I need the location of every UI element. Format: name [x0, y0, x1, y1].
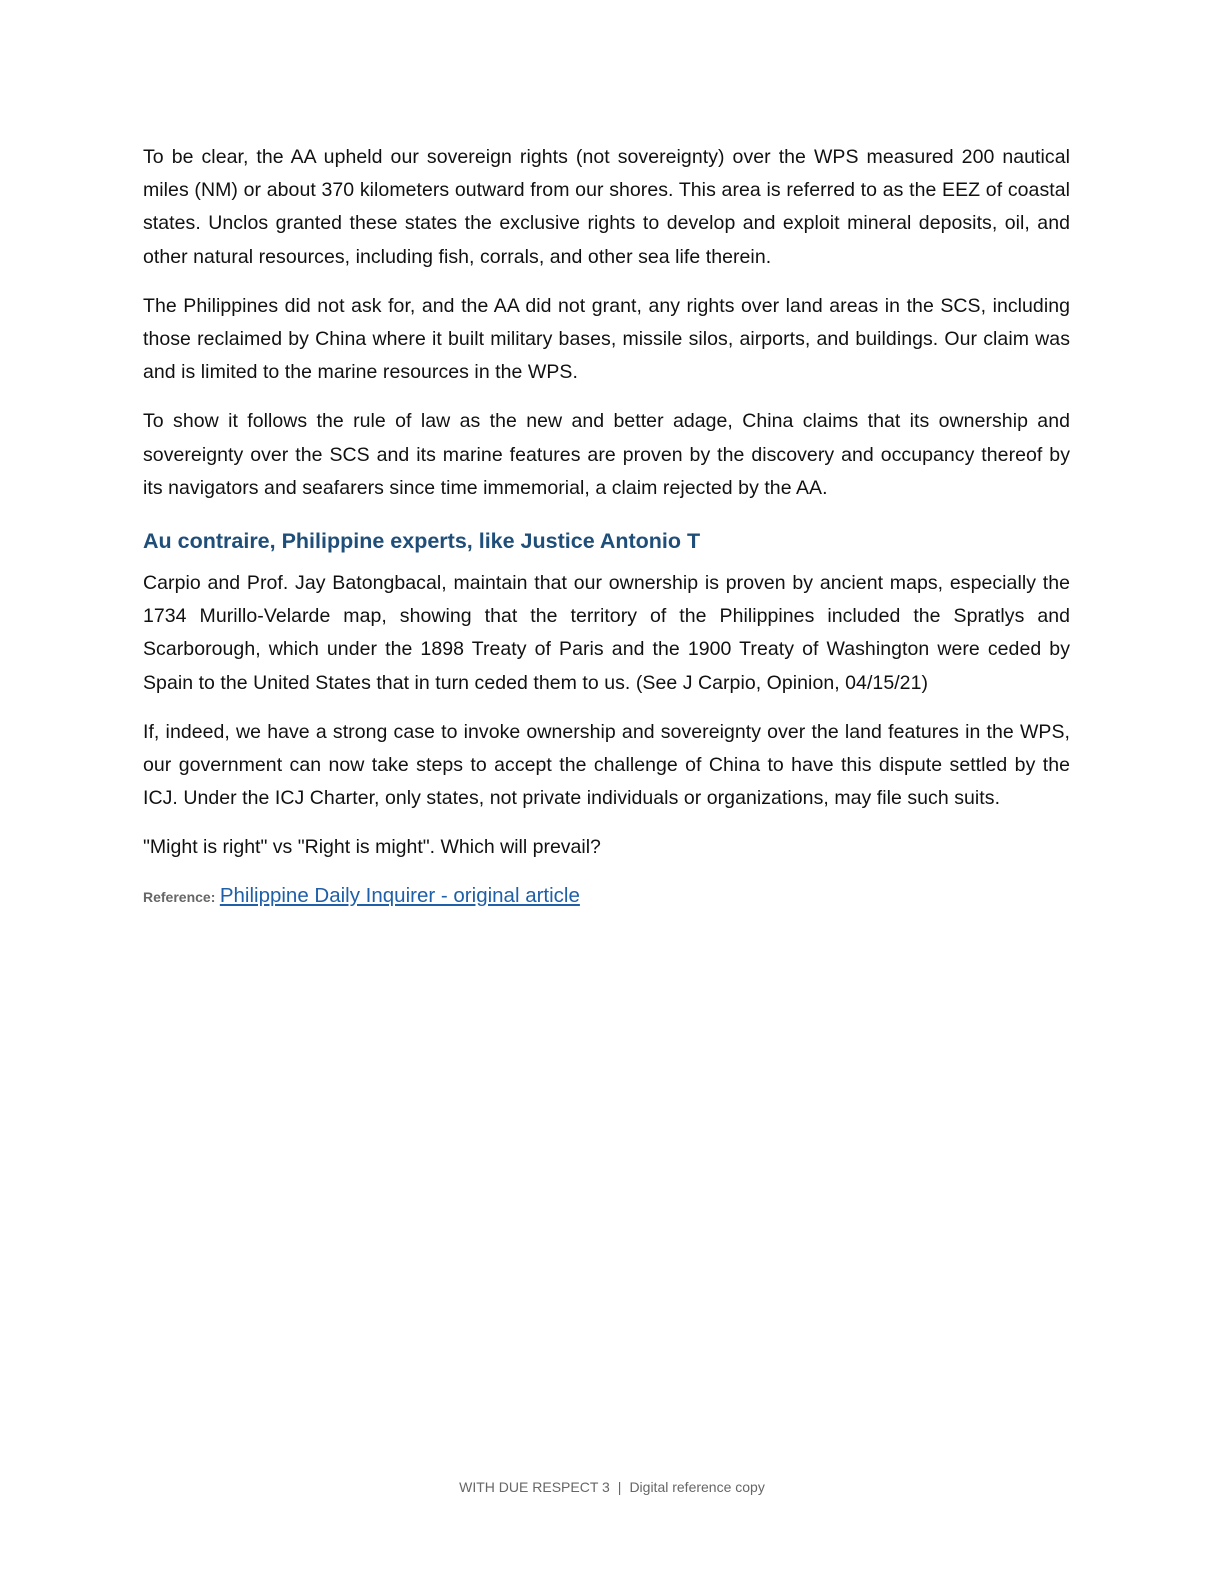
- closing-line: "Might is right" vs "Right is might". Which will prevail?: [143, 836, 601, 859]
- paragraph-ancient-maps: Carpio and Prof. Jay Batongbacal, maintain that our ownership is proven by ancient maps, especially the 1734 Murillo-Velarde map, showing that the territory of the Philippines included the Spratlys and Scarborough, which under the 1898 Treaty of Paris and the 1900 Treaty of Washington were ceded by Spain to the United States that in turn ceded them to us. (See J Carpio, Opinion, 04/15/21): [143, 572, 1070, 694]
- paragraph-land-areas: The Philippines did not ask for, and the AA did not grant, any rights over land areas in the SCS, including those reclaimed by China where it built military bases, missile silos, airports, and buildings. Our claim was and is limited to the marine resources in the WPS.: [143, 294, 1070, 384]
- footer-title: WITH DUE RESPECT 3: [459, 1479, 610, 1495]
- reference-label: Reference:: [143, 888, 216, 905]
- reference-line: [143, 881, 1070, 913]
- page-footer: [0, 1479, 1224, 1495]
- paragraph-sovereign-rights: To be clear, the AA upheld our sovereign rights (not sovereignty) over the WPS measured 200 nautical miles (NM) or about 370 kilometers outward from our shores. This area is referred to as the EEZ of coastal states. Unclos granted these states the exclusive rights to develop and exploit mineral deposits, oil, and other natural resources, including fish, corrals, and other sea life therein.: [143, 146, 1070, 268]
- footer-separator: |: [617, 1479, 622, 1495]
- reference-link[interactable]: Philippine Daily Inquirer - original article: [219, 883, 580, 907]
- paragraph-icj: If, indeed, we have a strong case to invoke ownership and sovereignty over the land features in the WPS, our government can now take steps to accept the challenge of China to have this dispute settled by the ICJ. Under the ICJ Charter, only states, not private individuals or organizations, may file such suits.: [143, 720, 1070, 810]
- section-heading: Au contraire, Philippine experts, like Justice Antonio T: [143, 529, 701, 554]
- footer-note: Digital reference copy: [629, 1479, 765, 1495]
- paragraph-china-claims: To show it follows the rule of law as the new and better adage, China claims that its ownership and sovereignty over the SCS and its marine features are proven by the discovery and occupancy thereof by its navigators and seafarers since time immemorial, a claim rejected by the AA.: [143, 410, 1070, 499]
- article-body: [143, 141, 1070, 913]
